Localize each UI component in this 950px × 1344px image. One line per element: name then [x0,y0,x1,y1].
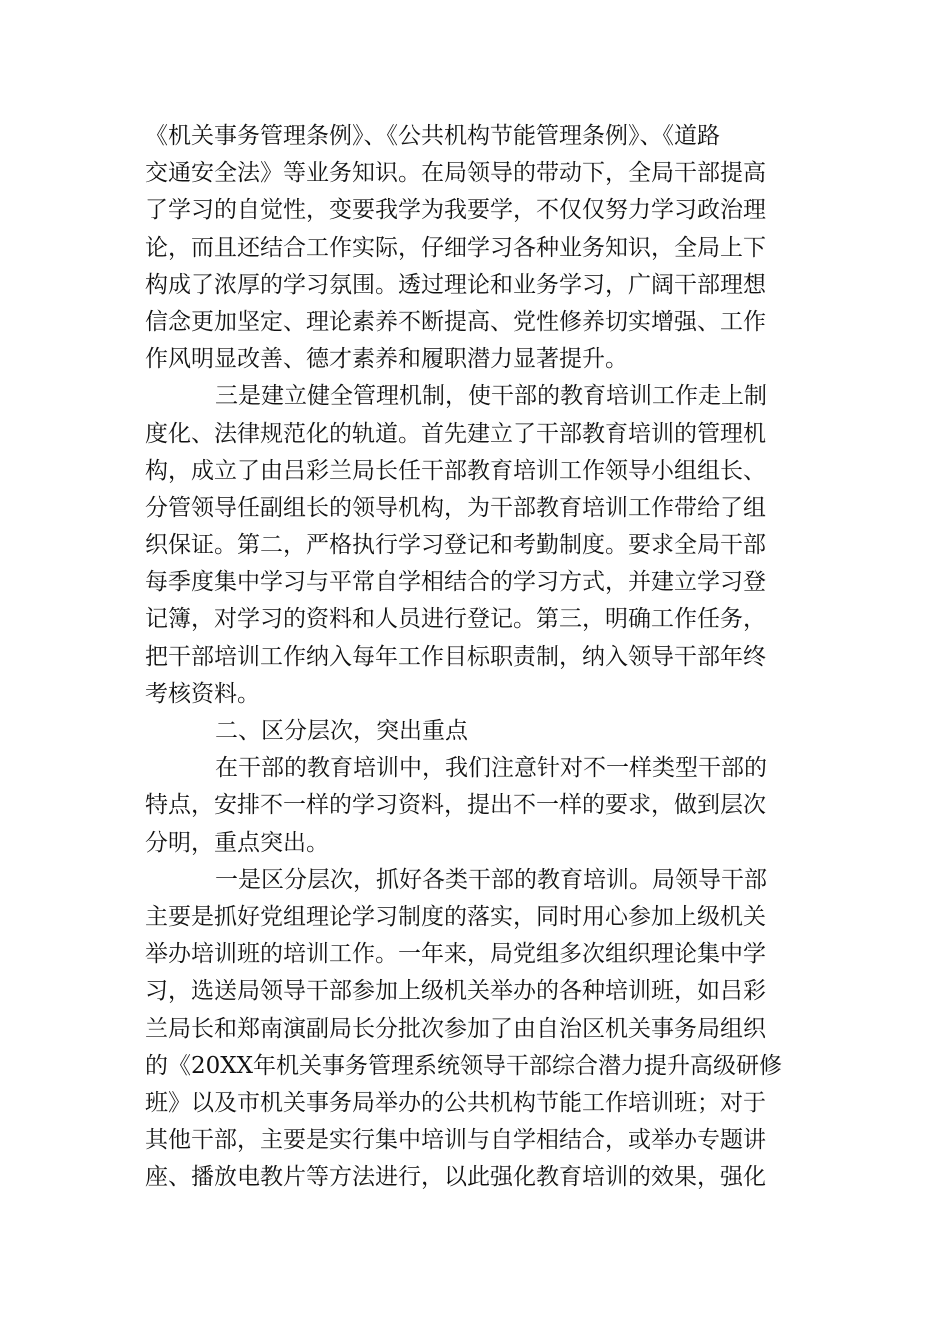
text-line: 主要是抓好党组理论学习制度的落实，同时用心参加上级机关 [145,903,766,930]
text-line: 构，成立了由吕彩兰局长任干部教育培训工作领导小组组长、 [145,457,766,484]
text-line: 分明，重点突出。 [145,829,329,856]
text-line: 考核资料。 [145,680,260,707]
text-line: 把干部培训工作纳入每年工作目标职责制，纳入领导干部年终 [145,643,766,670]
text-line: 习，选送局领导干部参加上级机关举办的各种培训班，如吕彩 [145,978,766,1005]
body-text [145,118,805,1196]
text-line: 其他干部，主要是实行集中培训与自学相结合，或举办专题讲 [145,1127,766,1154]
text-line: 信念更加坚定、理论素养不断提高、党性修养切实增强、工作 [145,308,766,335]
text-line: 论，而且还结合工作实际，仔细学习各种业务知识，全局上下 [145,234,766,261]
text-line: 了学习的自觉性，变要我学为我要学，不仅仅努力学习政治理 [145,197,766,224]
text-line: 兰局长和郑南演副局长分批次参加了由自治区机关事务局组织 [145,1015,766,1042]
text-line: 每季度集中学习与平常自学相结合的学习方式，并建立学习登 [145,569,766,596]
text-line: 座、播放电教片等方法进行，以此强化教育培训的效果，强化 [145,1164,766,1191]
text-line: 作风明显改善、德才素养和履职潜力显著提升。 [145,346,628,373]
text-line: 班》以及市机关事务局举办的公共机构节能工作培训班；对于 [145,1089,766,1116]
text-line: 在干部的教育培训中，我们注意针对不一样类型干部的 [215,755,767,782]
text-line: 举办培训班的培训工作。一年来，局党组多次组织理论集中学 [145,941,766,968]
text-line: 分管领导任副组长的领导机构，为干部教育培训工作带给了组 [145,494,766,521]
text-line: 织保证。第二，严格执行学习登记和考勤制度。要求全局干部 [145,532,766,559]
text-line: 交通安全法》等业务知识。在局领导的带动下，全局干部提高 [145,160,766,187]
text-line: 三是建立健全管理机制，使干部的教育培训工作走上制 [215,383,767,410]
section-heading: 二、区分层次，突出重点 [215,718,468,744]
text-line: 的《20XX年机关事务管理系统领导干部综合潜力提升高级研修 [145,1052,783,1079]
text-line: 一是区分层次，抓好各类干部的教育培训。局领导干部 [215,866,767,893]
text-line: 记簿，对学习的资料和人员进行登记。第三，明确工作任务， [145,606,766,633]
text-line: 特点，安排不一样的学习资料，提出不一样的要求，做到层次 [145,792,766,819]
text-line: 《机关事务管理条例》、《公共机构节能管理条例》、《道路 [145,123,720,149]
text-line: 度化、法律规范化的轨道。首先建立了干部教育培训的管理机 [145,420,766,447]
text-line: 构成了浓厚的学习氛围。透过理论和业务学习，广阔干部理想 [145,271,766,298]
